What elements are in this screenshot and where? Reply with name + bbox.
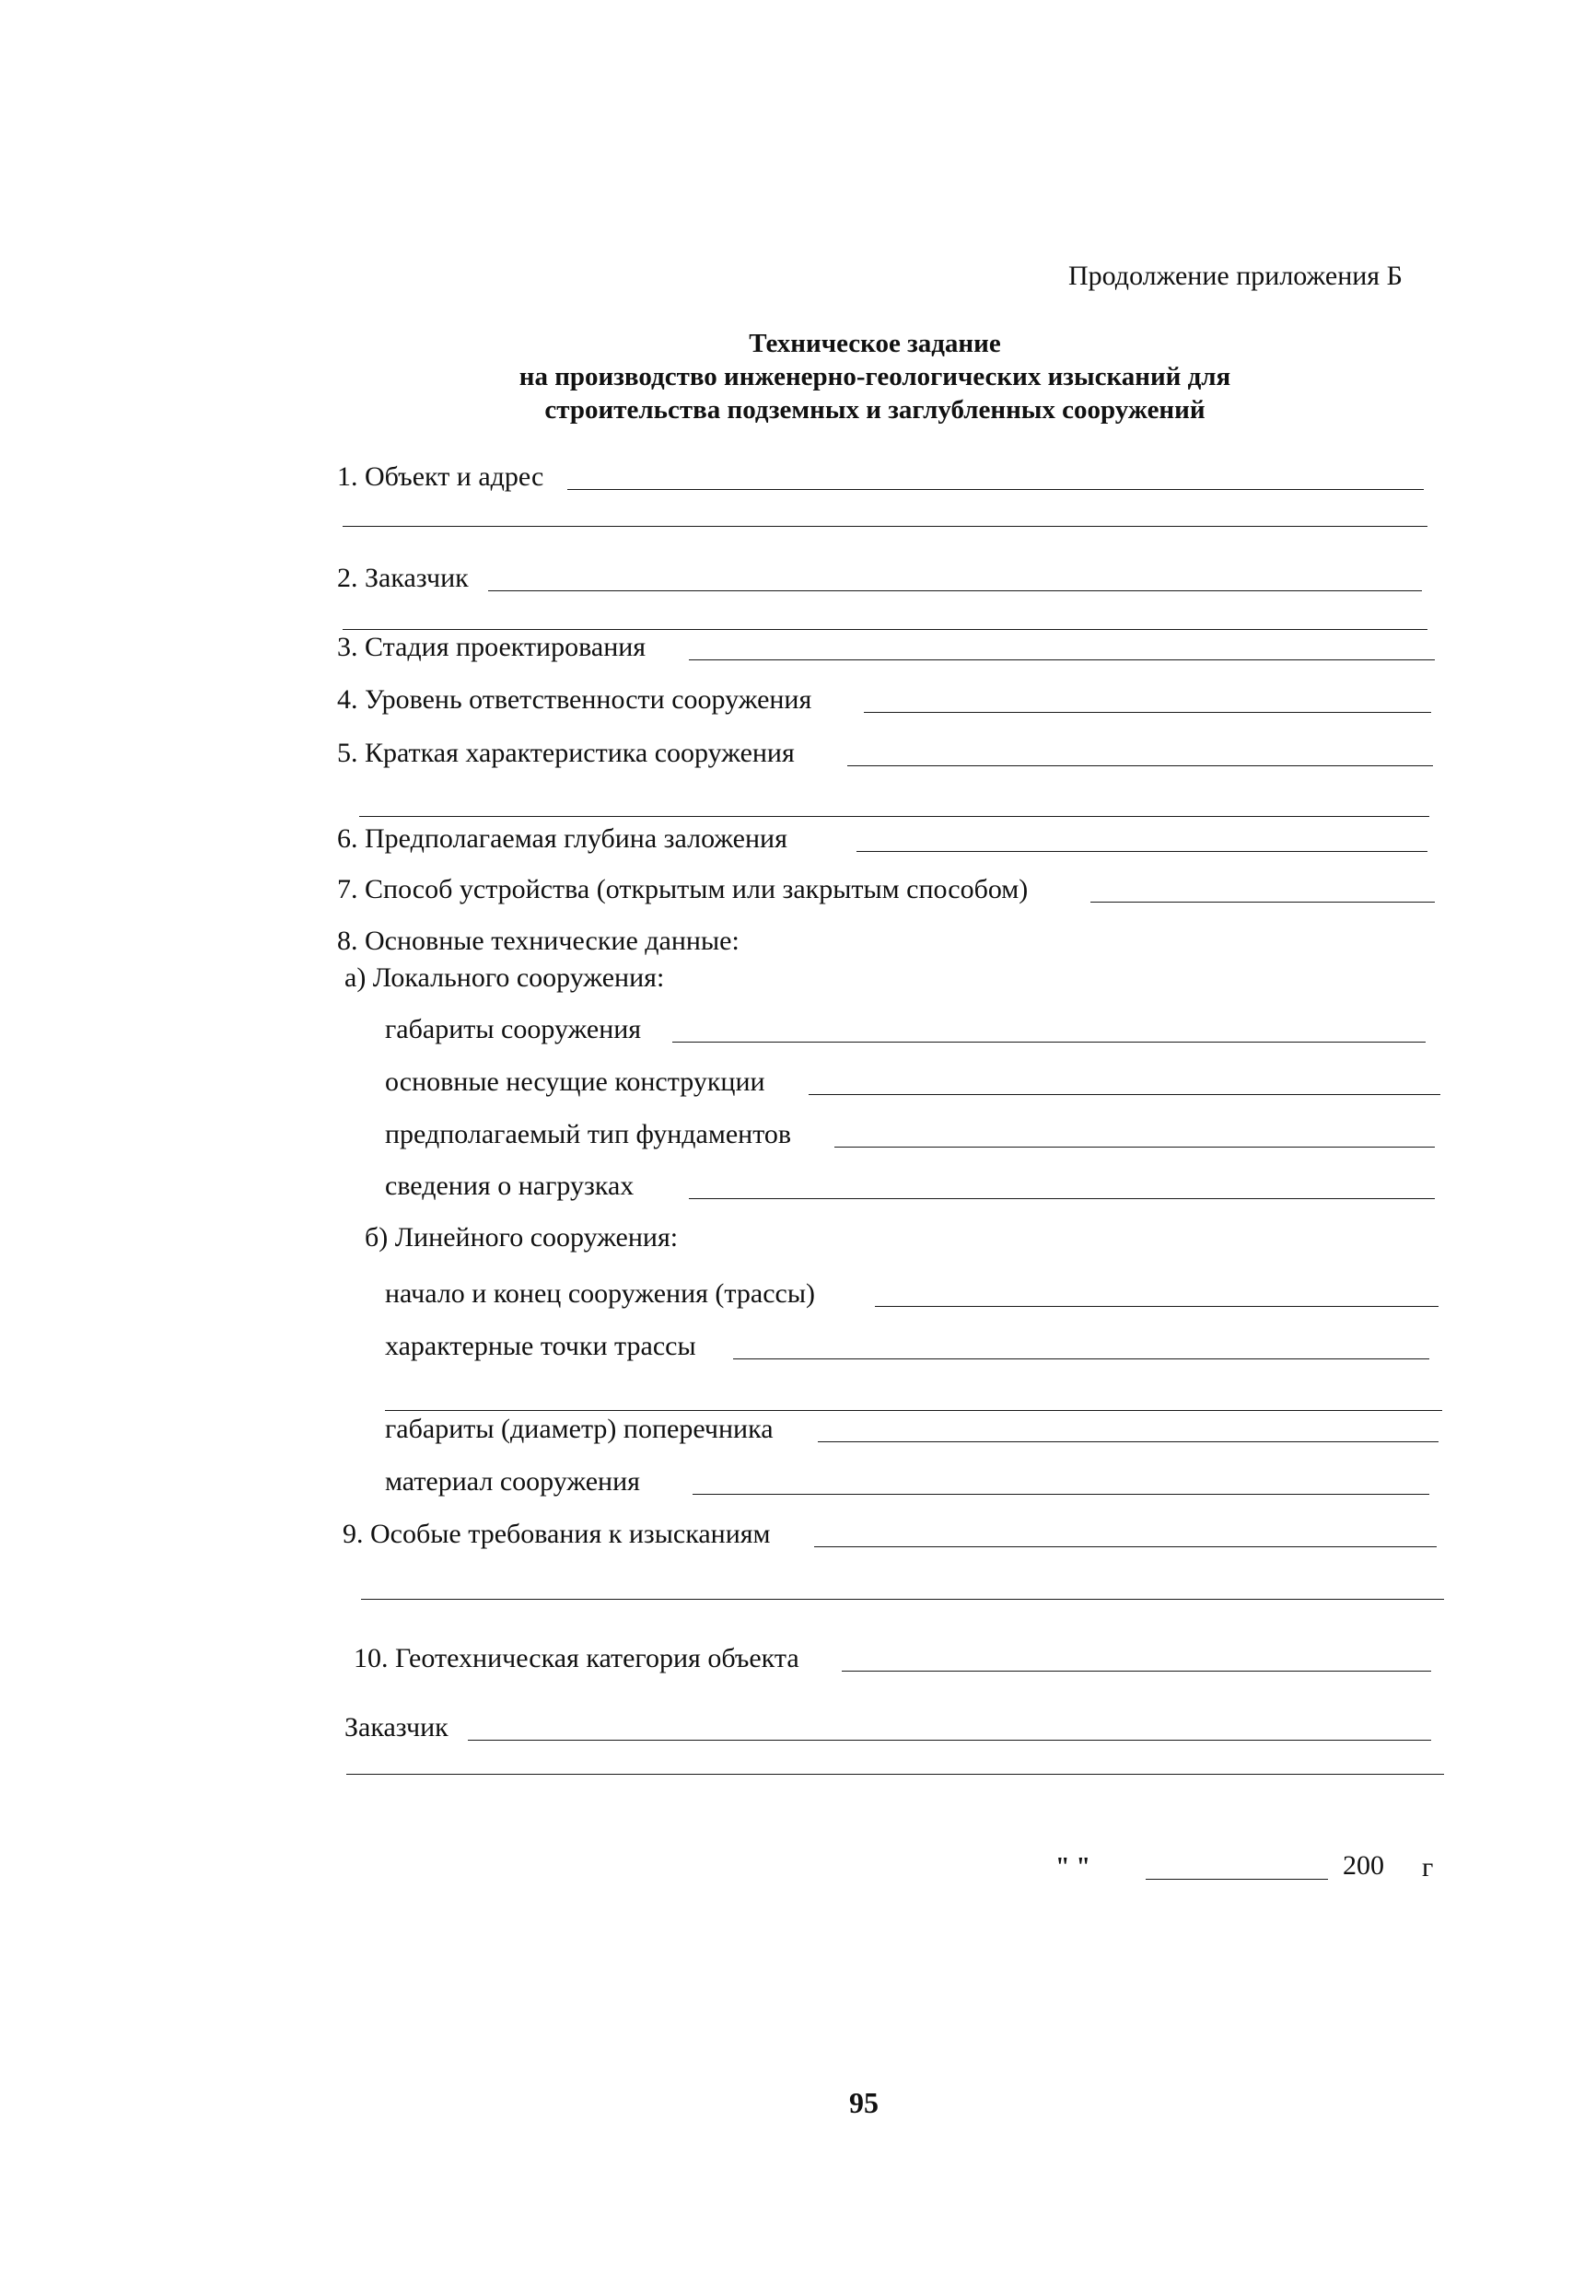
field-label-special-requirements: 9. Особые требования к изысканиям [343,1519,771,1549]
date-year: 200 [1343,1850,1384,1881]
field-brief-characteristics[interactable] [847,765,1433,766]
field-structure-material[interactable] [693,1494,1429,1495]
field-object-address-line2[interactable] [343,526,1427,527]
document-subtitle-line1: на производство инженерно-геологических изысканий для [518,362,1231,391]
field-route-start-end[interactable] [875,1306,1439,1307]
field-label-structure-dimensions: габариты сооружения [385,1014,642,1044]
field-label-responsibility-level: 4. Уровень ответственности сооружения [337,684,812,715]
field-route-key-points[interactable] [733,1358,1429,1359]
field-foundation-type[interactable] [834,1147,1435,1148]
continuation-label: Продолжение приложения Б [1068,261,1403,291]
field-load-bearing-structures[interactable] [809,1094,1440,1095]
field-route-key-points-line2[interactable] [385,1410,1442,1411]
field-special-requirements-line2[interactable] [361,1599,1444,1600]
page-number: 95 [849,2086,879,2119]
subsection-label-linear-structure: б) Линейного сооружения: [365,1222,679,1253]
field-label-load-data: сведения о нагрузках [385,1171,635,1201]
field-label-foundation-depth: 6. Предполагаемая глубина заложения [337,823,787,854]
field-special-requirements[interactable] [814,1546,1437,1547]
section-label-technical-data: 8. Основные технические данные: [337,926,740,956]
field-label-brief-characteristics: 5. Краткая характеристика сооружения [337,738,795,768]
field-geotechnical-category[interactable] [842,1671,1431,1672]
field-label-design-stage: 3. Стадия проектирования [337,632,647,662]
field-label-cross-section-diameter: габариты (диаметр) поперечника [385,1414,774,1444]
field-date-day-month[interactable] [1146,1879,1328,1880]
field-design-stage[interactable] [689,659,1435,660]
field-construction-method[interactable] [1090,902,1435,903]
subsection-label-local-structure: а) Локального сооружения: [344,962,665,993]
date-year-suffix: г [1422,1852,1434,1882]
field-label-structure-material: материал сооружения [385,1466,640,1497]
field-label-construction-method: 7. Способ устройства (открытым или закрытым способом) [337,874,1029,904]
field-label-route-start-end: начало и конец сооружения (трассы) [385,1278,815,1309]
field-label-customer: 2. Заказчик [337,563,469,593]
field-brief-characteristics-line2[interactable] [359,816,1429,817]
field-label-object-address: 1. Объект и адрес [337,461,544,492]
field-object-address[interactable] [567,489,1424,490]
field-customer-line2[interactable] [343,629,1427,630]
field-label-load-bearing-structures: основные несущие конструкции [385,1066,765,1097]
field-foundation-depth[interactable] [856,851,1427,852]
field-load-data[interactable] [689,1198,1435,1199]
field-label-geotechnical-category: 10. Геотехническая категория объекта [354,1643,799,1673]
field-label-foundation-type: предполагаемый тип фундаментов [385,1119,792,1149]
field-cross-section-diameter[interactable] [818,1441,1439,1442]
document-subtitle-line2: строительства подземных и заглубленных сооружений [544,395,1206,425]
document-title: Техническое задание [749,329,1001,358]
field-customer-signature-line2[interactable] [346,1774,1444,1775]
date-day-quotes: " " [1055,1853,1091,1882]
signature-label-customer: Заказчик [344,1712,449,1742]
field-customer-signature[interactable] [468,1740,1431,1741]
field-label-route-key-points: характерные точки трассы [385,1331,696,1361]
field-customer[interactable] [488,590,1422,591]
field-structure-dimensions[interactable] [672,1042,1426,1043]
field-responsibility-level[interactable] [864,712,1431,713]
